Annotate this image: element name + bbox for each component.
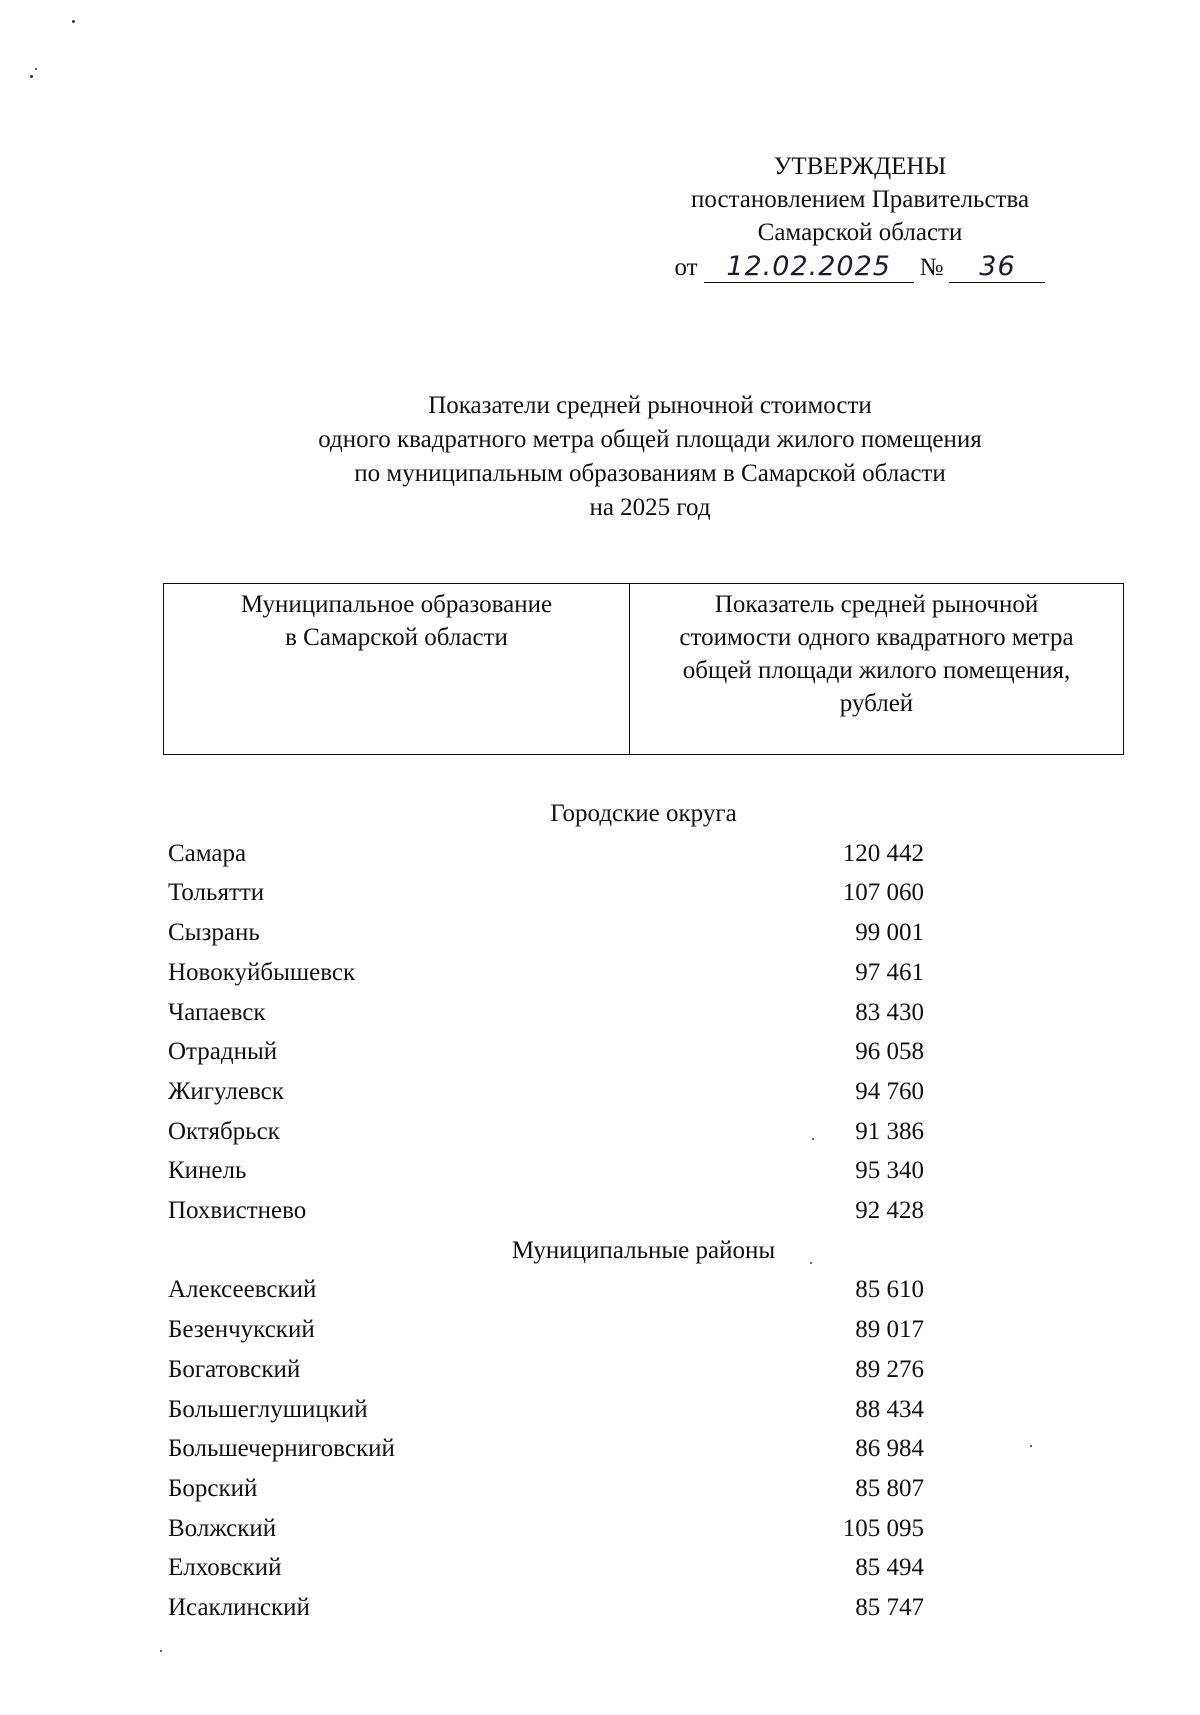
price-value: 89 017 — [855, 1316, 924, 1344]
table-row — [168, 876, 928, 910]
municipality-name: Волжский — [168, 1514, 277, 1542]
table-row — [168, 956, 928, 990]
scan-speck — [72, 20, 75, 23]
municipality-name: Елховский — [168, 1554, 282, 1582]
scan-speck — [810, 1262, 812, 1264]
approval-line-1: постановлением Правительства — [690, 186, 1030, 213]
municipality-name: Сызрань — [168, 919, 260, 947]
price-value: 96 058 — [855, 1038, 924, 1066]
scan-speck — [160, 1650, 162, 1652]
table-header — [163, 583, 1124, 755]
document-title — [150, 389, 1150, 525]
section-title: Муниципальные районы — [511, 1236, 776, 1264]
municipality-name: Отрадный — [168, 1038, 278, 1066]
municipality-name: Исаклинский — [168, 1594, 310, 1621]
header-col2-line: стоимости одного квадратного метра — [679, 624, 1074, 651]
title-line-3: по муниципальным образованиям в Самарской области — [354, 460, 946, 487]
price-value: 105 095 — [842, 1514, 924, 1542]
price-value: 83 430 — [855, 998, 924, 1026]
municipality-name: Чапаевск — [168, 998, 266, 1026]
table-row — [168, 837, 928, 871]
header-col2-line: общей площади жилого помещения, — [682, 657, 1071, 684]
table-row — [168, 1035, 928, 1069]
approved-heading: УТВЕРЖДЕНЫ — [773, 153, 947, 180]
table-row — [168, 1472, 928, 1506]
table-row — [168, 1353, 928, 1387]
price-value: 86 984 — [855, 1435, 924, 1463]
municipality-name: Новокуйбышевск — [168, 958, 356, 986]
price-value: 107 060 — [842, 879, 924, 907]
municipality-name: Богатовский — [168, 1355, 301, 1383]
approval-stamp — [660, 150, 1060, 284]
price-value: 85 807 — [855, 1474, 924, 1502]
title-line-4: на 2025 год — [589, 494, 711, 521]
price-value: 89 276 — [855, 1355, 924, 1383]
municipality-name: Похвистнево — [168, 1197, 307, 1224]
price-value: 92 428 — [855, 1197, 924, 1224]
price-value: 91 386 — [855, 1117, 924, 1145]
price-value: 97 461 — [855, 958, 924, 986]
price-value: 85 494 — [855, 1554, 924, 1582]
price-value: 85 747 — [855, 1594, 924, 1621]
table-row — [168, 1273, 928, 1307]
price-value: 95 340 — [855, 1157, 924, 1185]
municipality-name: Алексеевский — [168, 1276, 317, 1304]
table-row — [168, 1591, 928, 1625]
municipality-name: Большеглушицкий — [168, 1395, 368, 1423]
scan-speck — [1030, 1445, 1032, 1447]
from-label: от — [674, 254, 698, 281]
municipality-name: Жигулевск — [168, 1077, 284, 1105]
price-value: 94 760 — [855, 1077, 924, 1105]
municipality-name: Тольятти — [168, 879, 265, 907]
handwritten-date: 12.02.2025 — [704, 252, 914, 283]
header-cell-indicator — [630, 584, 1123, 754]
municipality-name: Октябрьск — [168, 1117, 280, 1145]
header-col1-line: в Самарской области — [285, 624, 508, 651]
title-line-2: одного квадратного метра общей площади жилого помещения — [318, 426, 982, 453]
price-value: 88 434 — [855, 1395, 924, 1423]
header-cell-municipality — [164, 584, 630, 754]
price-value: 120 442 — [842, 839, 924, 867]
scan-speck — [30, 75, 33, 78]
header-col2-line: Показатель средней рыночной — [714, 591, 1039, 618]
municipality-name: Борский — [168, 1474, 258, 1502]
municipality-name: Безенчукский — [168, 1316, 315, 1344]
table-row — [168, 1512, 928, 1546]
table-row — [168, 1393, 928, 1427]
table-row — [168, 1551, 928, 1585]
price-value: 99 001 — [855, 919, 924, 947]
table-row — [168, 1432, 928, 1466]
municipality-name: Кинель — [168, 1157, 247, 1185]
price-value: 85 610 — [855, 1276, 924, 1304]
header-col1-line: Муниципальное образование — [240, 591, 553, 618]
table-row — [168, 1194, 928, 1228]
handwritten-number: 36 — [949, 252, 1045, 283]
number-label: № — [919, 254, 944, 281]
header-col2-line: рублей — [839, 690, 914, 717]
table-row — [168, 1154, 928, 1188]
table-row — [168, 1115, 928, 1149]
table-row — [168, 1313, 928, 1347]
table-row — [168, 916, 928, 950]
section-title: Городские округа — [550, 800, 737, 827]
approval-date-line — [660, 251, 1060, 284]
municipality-name: Большечерниговский — [168, 1435, 395, 1463]
municipality-name: Самара — [168, 839, 247, 867]
table-row — [168, 1075, 928, 1109]
scan-speck — [812, 1138, 814, 1140]
approval-line-2: Самарской области — [757, 219, 963, 246]
scan-speck — [35, 68, 37, 70]
table-row — [168, 996, 928, 1030]
title-line-1: Показатели средней рыночной стоимости — [428, 392, 872, 419]
